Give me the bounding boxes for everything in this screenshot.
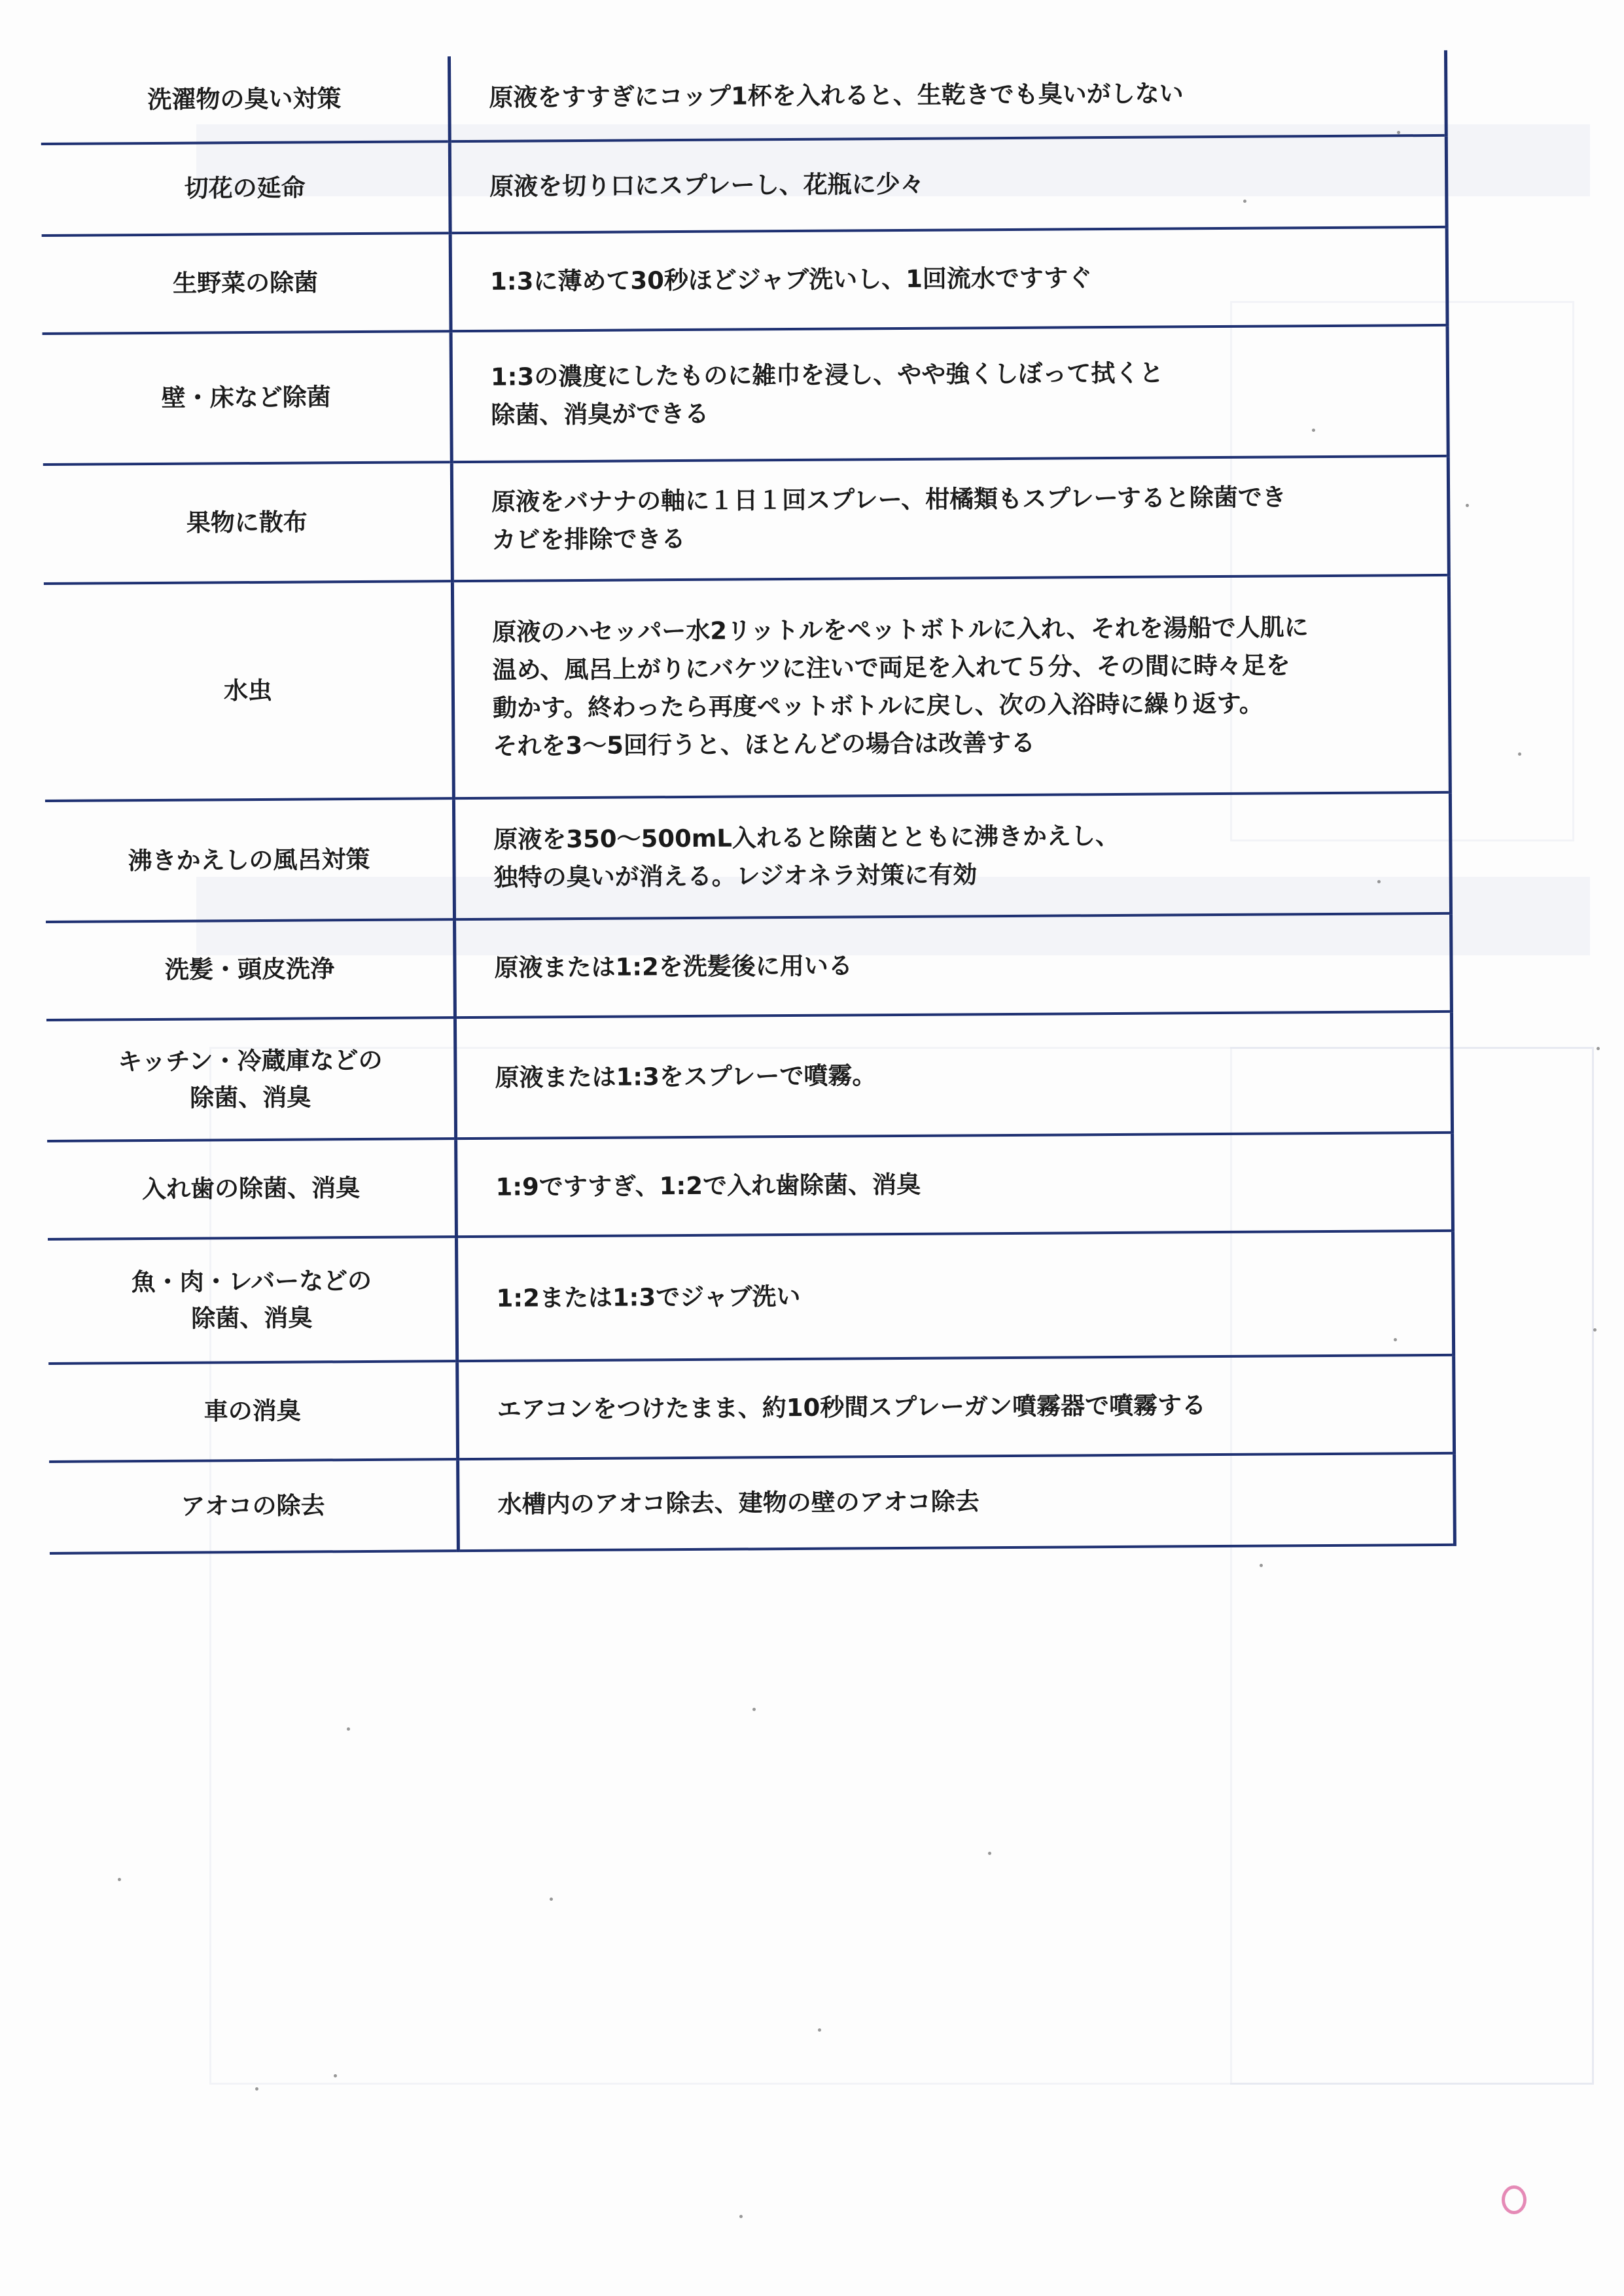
scan-speck	[1597, 1047, 1600, 1050]
usage-item: 生野菜の除菌	[42, 233, 451, 334]
usage-method: 1:2または1:3でジャブ洗い	[457, 1231, 1454, 1361]
scan-speck	[118, 1878, 121, 1881]
table-row	[49, 1453, 1455, 1553]
usage-method: 1:3に薄めて30秒ほどジャブ洗いし、1回流水ですすぐ	[450, 227, 1447, 331]
table-row	[47, 1133, 1453, 1239]
usage-item: 入れ歯の除菌、消臭	[47, 1139, 456, 1239]
scan-speck	[818, 2028, 821, 2032]
usage-method: 原液をバナナの軸に１日１回スプレー、柑橘類もスプレーすると除菌でき カビを排除できる	[451, 456, 1449, 581]
usage-item: 洗濯物の臭い対策	[41, 56, 450, 144]
usage-method: 原液を350～500mL入れると除菌とともに沸きかえし、 独特の臭いが消える。レジオネラ対策に有効	[453, 792, 1451, 919]
scan-speck	[1394, 1338, 1397, 1341]
usage-method: 原液または1:3をスプレーで噴霧。	[455, 1012, 1452, 1139]
table-row	[48, 1231, 1454, 1364]
usage-item: 果物に散布	[43, 462, 453, 584]
usage-table	[41, 50, 1456, 1555]
table-row	[46, 913, 1451, 1020]
scan-speck	[1593, 1328, 1597, 1332]
usage-method: 原液または1:2を洗髪後に用いる	[455, 913, 1452, 1017]
usage-item: 車の消臭	[48, 1361, 457, 1462]
pink-circle-mark	[1502, 2185, 1527, 2214]
scan-speck	[1377, 880, 1381, 883]
scan-speck	[739, 2215, 743, 2218]
table-row	[44, 575, 1450, 801]
usage-method: エアコンをつけたまま、約10秒間スプレーガン噴霧器で噴霧する	[457, 1355, 1455, 1459]
table-row	[45, 792, 1451, 922]
usage-item: 洗髪・頭皮洗浄	[46, 919, 455, 1020]
usage-method: 1:9ですすぎ、1:2で入れ歯除菌、消臭	[456, 1133, 1453, 1237]
usage-item: 魚・肉・レバーなどの 除菌、消臭	[48, 1237, 457, 1364]
usage-method: 原液のハセッパー水2リットルをペットボトルに入れ、それを湯船で人肌に 温め、風呂上がりにバケツに注いで両足を入れて５分、その間に時々足を 動かす。終わったら再度ペットボトルに戻し、次の入浴時に繰り返す。 それを3～5回行うと、ほとんどの場合は改善する	[452, 575, 1450, 798]
scan-speck	[1260, 1564, 1263, 1567]
usage-method: 水槽内のアオコ除去、建物の壁のアオコ除去	[458, 1453, 1455, 1551]
usage-item: 切花の延命	[41, 141, 450, 236]
scan-speck	[255, 2087, 258, 2091]
usage-method: 原液を切り口にスプレーし、花瓶に少々	[450, 135, 1447, 233]
usage-item: 壁・床など除菌	[43, 331, 452, 465]
scan-speck	[988, 1852, 991, 1855]
usage-item: キッチン・冷蔵庫などの 除菌、消臭	[46, 1017, 456, 1141]
scan-speck	[1312, 429, 1315, 432]
scan-speck	[1397, 131, 1400, 134]
usage-method: 原液をすすぎにコップ1杯を入れると、生乾きでも臭いがしない	[449, 50, 1446, 141]
table-row	[46, 1012, 1453, 1141]
table-row	[41, 135, 1447, 236]
scan-speck	[1518, 752, 1521, 756]
table-row	[43, 325, 1449, 465]
scan-speck	[550, 1898, 553, 1901]
scan-speck	[752, 1708, 756, 1711]
scan-speck	[334, 2074, 337, 2077]
usage-item: アオコの除去	[49, 1459, 458, 1553]
scan-speck	[1243, 200, 1246, 203]
table-row	[42, 227, 1447, 334]
usage-item: 水虫	[44, 581, 454, 801]
table-row	[48, 1355, 1454, 1462]
scan-speck	[347, 1727, 350, 1731]
table-row	[43, 456, 1449, 584]
scan-speck	[1466, 504, 1469, 507]
usage-item: 沸きかえしの風呂対策	[45, 798, 455, 922]
table-row	[41, 50, 1446, 144]
usage-method: 1:3の濃度にしたものに雑巾を浸し、やや強くしぼって拭くと 除菌、消臭ができる	[451, 325, 1448, 462]
